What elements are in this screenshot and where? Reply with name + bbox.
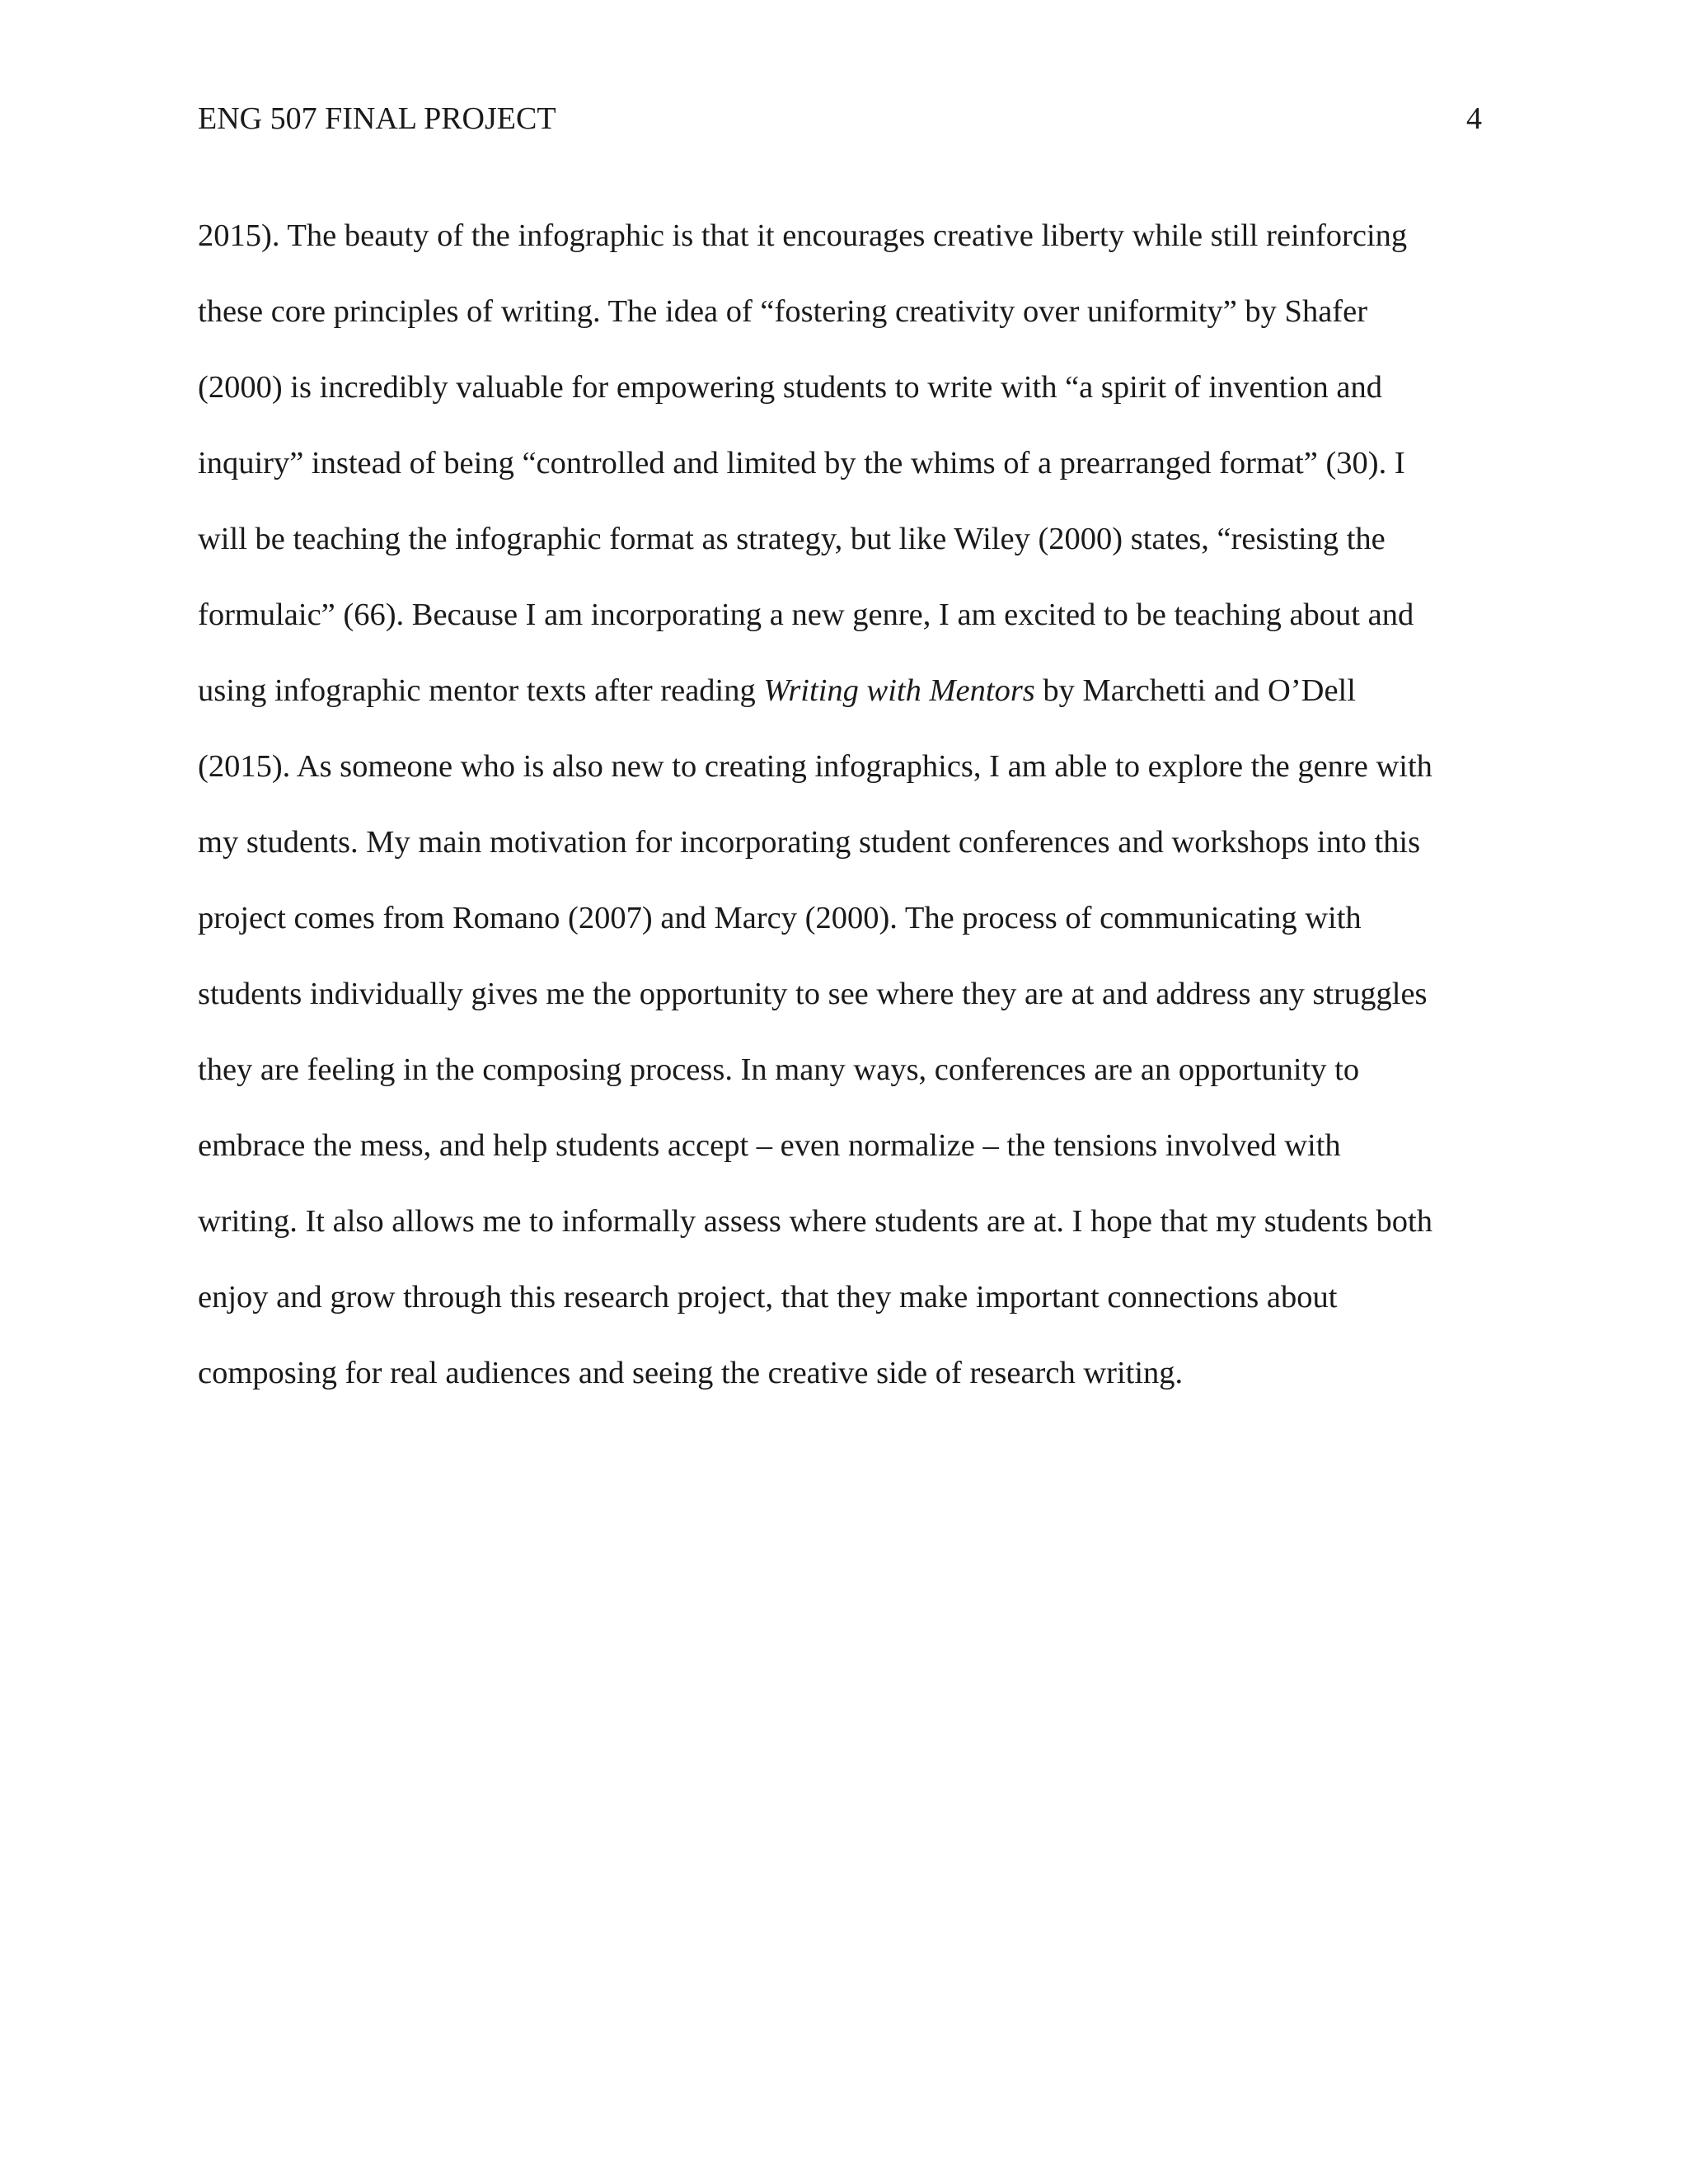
book-title: Writing with Mentors	[763, 673, 1035, 708]
text-line: my students. My main motivation for incorporating student conferences and workshops into this	[198, 825, 1421, 860]
text-line: will be teaching the infographic format as strategy, but like Wiley (2000) states, “resisting the	[198, 522, 1386, 556]
text-line	[198, 653, 1533, 729]
text-line: 2015). The beauty of the infographic is that it encourages creative liberty while still reinforcing	[198, 218, 1408, 253]
text-line: students individually gives me the opportunity to see where they are at and address any struggles	[198, 977, 1428, 1011]
text-line: writing. It also allows me to informally assess where students are at. I hope that my students both	[198, 1204, 1433, 1239]
text-line: (2015). As someone who is also new to creating infographics, I am able to explore the genre with	[198, 749, 1432, 784]
text-line: inquiry” instead of being “controlled and limited by the whims of a prearranged format” (30). I	[198, 446, 1405, 480]
text-line: they are feeling in the composing process. In many ways, conferences are an opportunity to	[198, 1052, 1360, 1087]
text-line: (2000) is incredibly valuable for empowering students to write with “a spirit of invention and	[198, 370, 1383, 405]
text-line: these core principles of writing. The idea of “fostering creativity over uniformity” by Shafer	[198, 294, 1368, 329]
text-line: project comes from Romano (2007) and Marcy (2000). The process of communicating with	[198, 901, 1362, 935]
text-line: formulaic” (66). Because I am incorporating a new genre, I am excited to be teaching about and	[198, 598, 1414, 632]
text-line: enjoy and grow through this research project, that they make important connections about	[198, 1280, 1338, 1315]
text-line: composing for real audiences and seeing the creative side of research writing.	[198, 1356, 1184, 1390]
body-paragraph	[198, 198, 1533, 1411]
page-number: 4	[1466, 101, 1482, 136]
text-line: embrace the mess, and help students accept – even normalize – the tensions involved with	[198, 1128, 1341, 1163]
text-run: using infographic mentor texts after reading	[198, 673, 764, 708]
text-run: by Marchetti and O’Dell	[1034, 673, 1356, 708]
running-head: ENG 507 FINAL PROJECT	[198, 101, 556, 136]
